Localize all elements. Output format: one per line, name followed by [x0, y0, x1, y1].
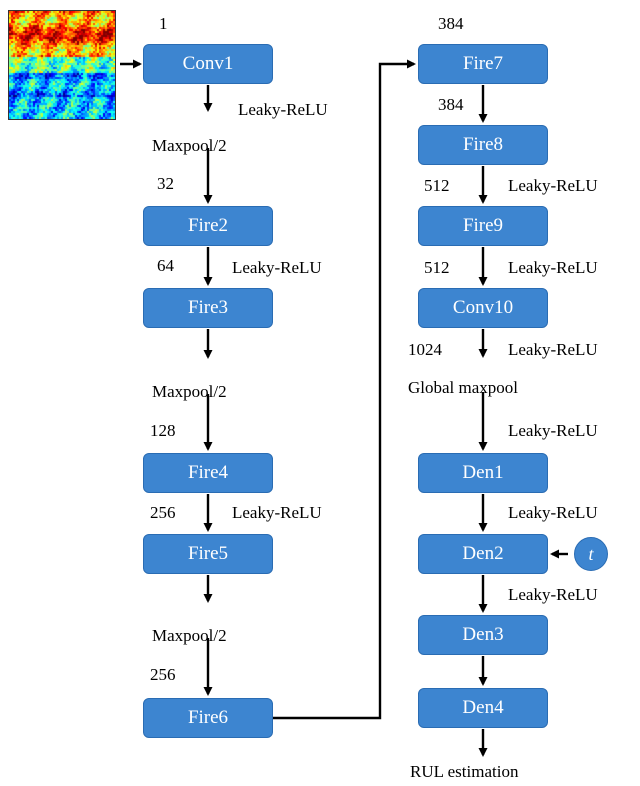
label-channels-512-b: 512 [424, 258, 450, 277]
node-label: Conv10 [452, 297, 514, 318]
node-fire5[interactable] [143, 534, 273, 574]
label-channels-32: 32 [157, 174, 174, 193]
node-fire8[interactable] [418, 125, 548, 165]
node-fire7[interactable] [418, 44, 548, 84]
label-channels-128: 128 [150, 421, 176, 440]
node-label: Fire9 [462, 215, 504, 236]
node-fire9[interactable] [418, 206, 548, 246]
label-output: RUL estimation [410, 762, 519, 781]
label-channels-512-a: 512 [424, 176, 450, 195]
node-label: Fire4 [187, 462, 229, 483]
label-global-maxpool: Global maxpool [408, 378, 519, 397]
label-activation-1: Leaky-ReLU [238, 100, 328, 119]
node-fire3[interactable] [143, 288, 273, 328]
label-activation-5: Leaky-ReLU [508, 258, 598, 277]
label-maxpool-2: Maxpool/2 [152, 382, 227, 401]
time-frequency-heatmap-image [8, 10, 116, 120]
node-label: Fire3 [187, 297, 229, 318]
label-activation-2: Leaky-ReLU [232, 258, 322, 277]
node-den1[interactable] [418, 453, 548, 493]
label-activation-7: Leaky-ReLU [508, 421, 598, 440]
node-label: Den4 [462, 697, 504, 718]
label-activation-6: Leaky-ReLU [508, 340, 598, 359]
node-label: Fire2 [187, 215, 229, 236]
label-channels-64: 64 [157, 256, 174, 275]
node-label: Fire6 [187, 707, 229, 728]
label-activation-4: Leaky-ReLU [508, 176, 598, 195]
node-label: Fire8 [462, 134, 504, 155]
node-label: Fire5 [187, 543, 229, 564]
skip-connection [273, 64, 414, 718]
label-activation-9: Leaky-ReLU [508, 585, 598, 604]
label-activation-8: Leaky-ReLU [508, 503, 598, 522]
node-den3[interactable] [418, 615, 548, 655]
node-label: t [588, 543, 594, 564]
node-fire6[interactable] [143, 698, 273, 738]
label-channels-1: 1 [159, 14, 168, 33]
node-fire4[interactable] [143, 453, 273, 493]
node-label: Den1 [462, 462, 504, 483]
label-channels-384-a: 384 [438, 14, 464, 33]
node-label: Den2 [462, 543, 504, 564]
node-label: Conv1 [182, 53, 234, 74]
node-fire2[interactable] [143, 206, 273, 246]
label-maxpool-3: Maxpool/2 [152, 626, 227, 645]
node-den2[interactable] [418, 534, 548, 574]
label-channels-256-b: 256 [150, 665, 176, 684]
node-time-input[interactable] [574, 537, 608, 571]
label-channels-384-b: 384 [438, 95, 464, 114]
label-channels-256-a: 256 [150, 503, 176, 522]
heatmap-canvas [9, 11, 115, 119]
label-activation-3: Leaky-ReLU [232, 503, 322, 522]
node-conv10[interactable] [418, 288, 548, 328]
label-maxpool-1: Maxpool/2 [152, 136, 227, 155]
node-conv1[interactable] [143, 44, 273, 84]
label-channels-1024: 1024 [408, 340, 442, 359]
node-den4[interactable] [418, 688, 548, 728]
node-label: Fire7 [462, 53, 504, 74]
node-label: Den3 [462, 624, 504, 645]
